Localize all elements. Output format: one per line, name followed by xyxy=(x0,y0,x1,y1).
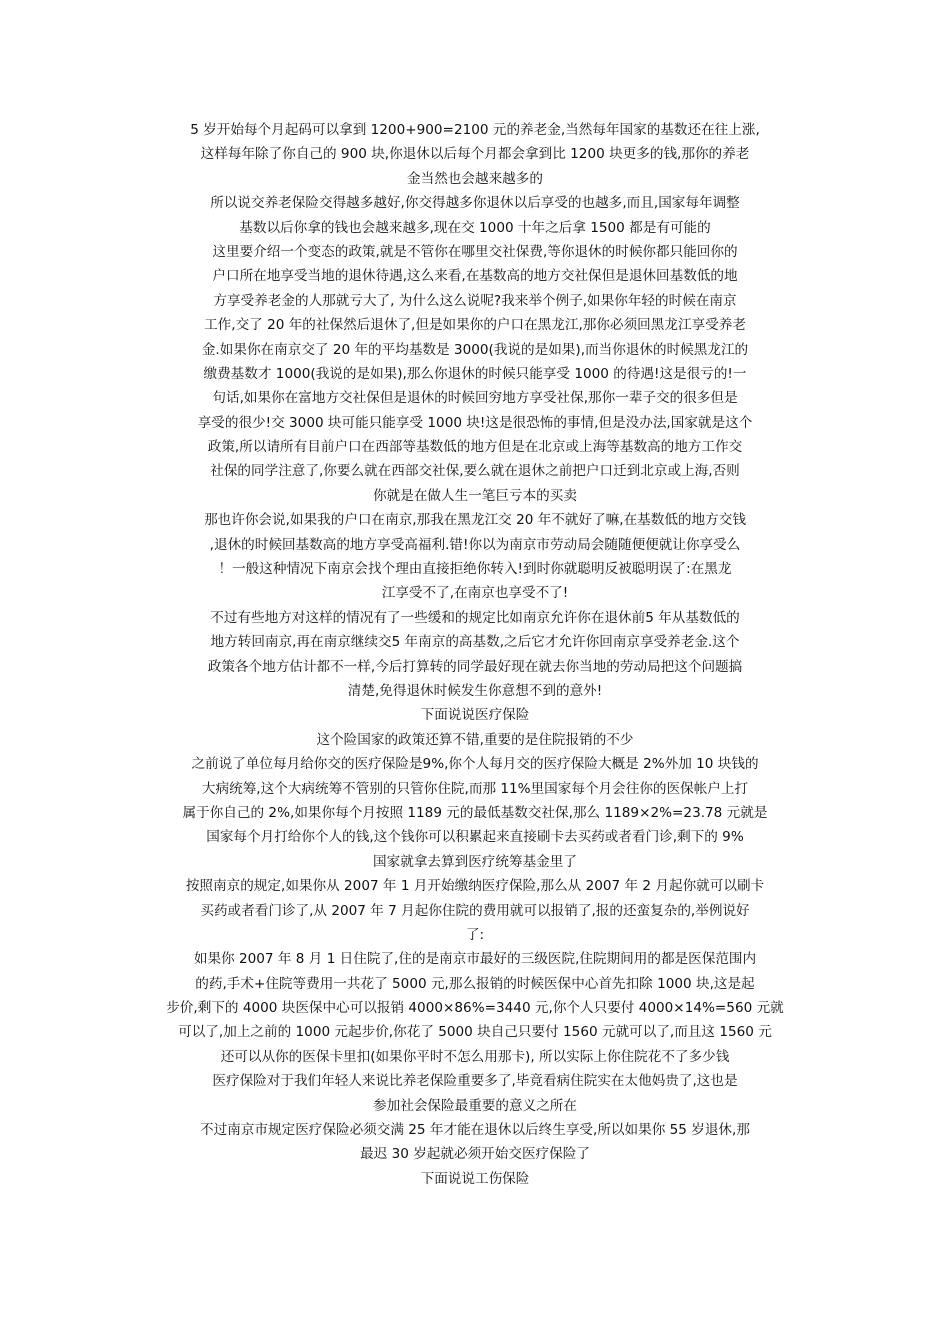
text-line: 5 岁开始每个月起码可以拿到 1200+900=2100 元的养老金,当然每年国家的基数还在往上涨, xyxy=(190,122,760,138)
text-line: 买药或者看门诊了,从 2007 年 7 月起你住院的费用就可以报销了,报的还蛮复杂的,举例说好 xyxy=(200,902,750,919)
text-line: ！一般这种情况下南京会找个理由直接拒绝你转入!到时你就聪明反被聪明误了:在黑龙 xyxy=(218,561,732,578)
text-line: 按照南京的规定,如果你从 2007 年 1 月开始缴纳医疗保险,那么从 2007 年 2 月起你就可以刷卡 xyxy=(185,878,765,895)
text-line: 金.如果你在南京交了 20 年的平均基数是 3000(我说的是如果),而当你退休的时候黑龙江的 xyxy=(201,341,749,358)
text-line: 享受的很少!交 3000 块可能只能享受 1000 块!这是很恐怖的事情,但是没办法,国家就是这个 xyxy=(197,414,753,431)
text-line: 句话,如果你在富地方交社保但是退休的时候回穷地方享受社保,那你一辈子交的很多但是 xyxy=(212,390,738,407)
text-line: 江享受不了,在南京也享受不了! xyxy=(381,585,569,602)
text-line: 你就是在做人生一笔巨亏本的买卖 xyxy=(373,487,577,504)
text-line: 不过南京市规定医疗保险必须交满 25 年才能在退休以后终生享受,所以如果你 55 岁退休,那 xyxy=(200,1122,750,1139)
text-line: 清楚,免得退休时候发生你意想不到的意外! xyxy=(347,682,603,699)
text-line: 参加社会保险最重要的意义之所在 xyxy=(373,1097,577,1114)
text-line: 这个险国家的政策还算不错,重要的是住院报销的不少 xyxy=(316,731,634,748)
text-line: 金当然也会越来越多的 xyxy=(407,170,543,187)
text-line: 那也许你会说,如果我的户口在南京,那我在黑龙江交 20 年不就好了嘛,在基数低的地方交钱 xyxy=(204,512,746,529)
text-line: 下面说说医疗保险 xyxy=(420,707,530,724)
text-line: 所以说交养老保险交得越多越好,你交得越多你退休以后享受的也越多,而且,国家每年调整 xyxy=(210,195,740,212)
text-line: 最迟 30 岁起就必须开始交医疗保险了 xyxy=(360,1146,590,1163)
text-line: 地方转回南京,再在南京继续交5 年南京的高基数,之后它才允许你回南京享受养老金.这个 xyxy=(210,634,740,651)
text-line: 不过有些地方对这样的情况有了一些缓和的规定比如南京允许你在退休前5 年从基数低的 xyxy=(210,609,740,626)
document-body xyxy=(150,118,800,1191)
text-line: 政策各个地方估计都不一样,今后打算转的同学最好现在就去你当地的劳动局把这个问题搞 xyxy=(207,658,743,675)
text-line: 还可以从你的医保卡里扣(如果你平时不怎么用那卡), 所以实际上你住院花不了多少钱 xyxy=(220,1048,730,1065)
text-line: 基数以后你拿的钱也会越来越多,现在交 1000 十年之后拿 1500 都是有可能的 xyxy=(239,219,711,236)
text-line: 社保的同学注意了,你要么就在西部交社保,要么就在退休之前把户口迁到北京或上海,否则 xyxy=(210,463,740,480)
text-line: 属于你自己的 2%,如果你每个月按照 1189 元的最低基数交社保,那么 1189×2%=23.78 元就是 xyxy=(182,804,768,821)
text-line: 方享受养老金的人那就亏大了, 为什么这么说呢?我来举个例子,如果你年轻的时候在南京 xyxy=(213,292,737,309)
text-line: 如果你 2007 年 8 月 1 日住院了,住的是南京市最好的三级医院,住院期间用的都是医保范围内 xyxy=(193,951,757,968)
text-line: 步价,剩下的 4000 块医保中心可以报销 4000×86%=3440 元,你个人只要付 4000×14%=560 元就 xyxy=(166,1000,784,1017)
text-line: 政策,所以请所有目前户口在西部等基数低的地方但是在北京或上海等基数高的地方工作交 xyxy=(207,439,743,456)
text-line: 户口所在地享受当地的退休待遇,这么来看,在基数高的地方交社保但是退休回基数低的地 xyxy=(212,268,738,285)
text-line: 缴费基数才 1000(我说的是如果),那么你退休的时候只能享受 1000 的待遇!这是很亏的!一 xyxy=(203,365,747,382)
text-line: 之前说了单位每月给你交的医疗保险是9%,你个人每月交的医疗保险大概是 2%外加 10 块钱的 xyxy=(191,756,759,773)
text-line: 工作,交了 20 年的社保然后退休了,但是如果你的户口在黑龙江,那你必须回黑龙江享受养老 xyxy=(204,317,746,334)
text-line: ,退休的时候回基数高的地方享受高福利.错!你以为南京市劳动局会随随便便就让你享受么 xyxy=(209,536,741,553)
text-line: 的药,手术+住院等费用一共花了 5000 元,那么报销的时候医保中心首先扣除 1000 块,这是起 xyxy=(195,975,755,992)
text-line: 这里要介绍一个变态的政策,就是不管你在哪里交社保费,等你退休的时候你都只能回你的 xyxy=(212,243,738,260)
text-line: 这样每年除了你自己的 900 块,你退休以后每个月都会拿到比 1200 块更多的钱,那你的养老 xyxy=(200,146,750,163)
text-line: 下面说说工伤保险 xyxy=(420,1170,530,1187)
text-line: 了: xyxy=(465,926,485,943)
text-line: 国家就拿去算到医疗统筹基金里了 xyxy=(373,853,577,870)
text-line: 大病统筹,这个大病统筹不管别的只管你住院,而那 11%里国家每个月会往你的医保帐户上打 xyxy=(201,780,749,797)
text-line: 医疗保险对于我们年轻人来说比养老保险重要多了,毕竟看病住院实在太他妈贵了,这也是 xyxy=(212,1073,738,1090)
text-line: 国家每个月打给你个人的钱,这个钱你可以积累起来直接刷卡去买药或者看门诊,剩下的 9% xyxy=(206,829,744,846)
text-line: 可以了,加上之前的 1000 元起步价,你花了 5000 块自己只要付 1560 元就可以了,而且这 1560 元 xyxy=(178,1024,772,1041)
